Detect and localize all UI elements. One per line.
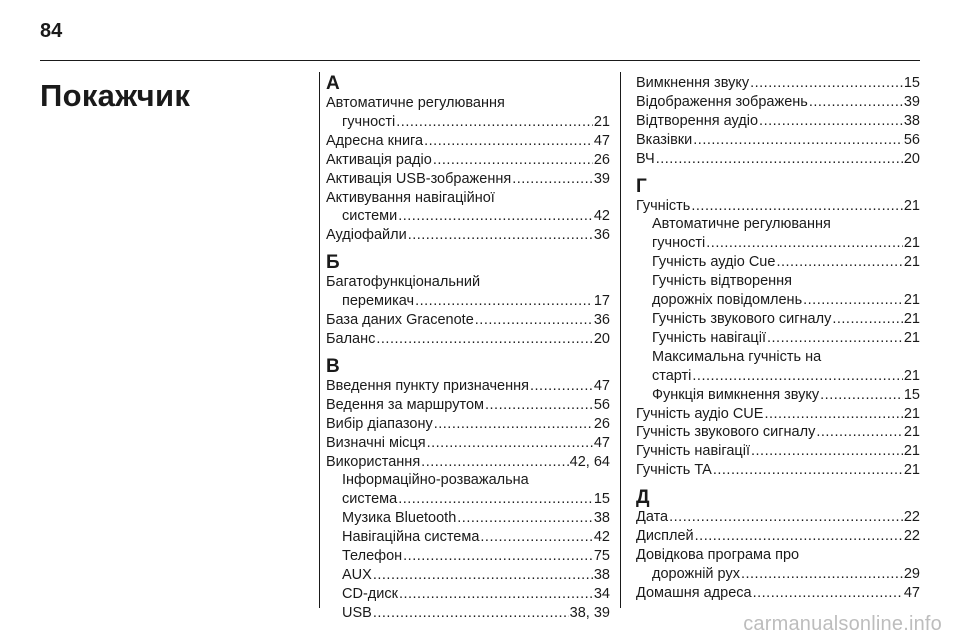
index-entry: [326, 453, 610, 472]
entry-term: AUX: [342, 566, 372, 583]
entry-page: 21: [903, 310, 920, 327]
entry-term: Телефон: [342, 548, 403, 565]
entry-page: 47: [593, 377, 610, 394]
dot-leader: [424, 132, 593, 151]
entry-term: Гучність аудіо CUE: [636, 405, 764, 422]
index-entry: [326, 311, 610, 330]
entry-page: 38, 39: [569, 604, 610, 621]
dot-leader: [750, 74, 903, 93]
entry-page: 75: [593, 548, 610, 565]
entry-page: 21: [903, 462, 920, 479]
entry-term: Активація радіо: [326, 151, 432, 168]
entry-page: 47: [593, 434, 610, 451]
entry-page: 17: [593, 293, 610, 310]
index-entry: [326, 113, 610, 132]
entry-term: Домашня адреса: [636, 584, 752, 601]
index-entry-text: Гучність відтворення: [652, 273, 793, 290]
dot-leader: [656, 150, 903, 169]
index-entry: [326, 585, 610, 604]
entry-term: дорожній рух: [652, 565, 740, 582]
index-entry: [636, 442, 920, 461]
index-letter-heading: Г: [636, 175, 647, 197]
entry-term: Визначні місця: [326, 434, 426, 451]
index-entry: [326, 415, 610, 434]
index-entry: [636, 93, 920, 112]
index-entry-text: Активування навігаційної: [326, 189, 495, 206]
index-entry: [636, 112, 920, 131]
dot-leader: [669, 508, 903, 527]
entry-term: Відображення зображень: [636, 93, 808, 110]
column-divider-right: [620, 72, 621, 608]
entry-term: гучності: [652, 235, 706, 252]
entry-page: 38: [903, 112, 920, 129]
index-entry: [636, 508, 920, 527]
entry-term: Аудіофайли: [326, 227, 407, 244]
entry-term: Вибір діапазону: [326, 415, 433, 432]
entry-page: 47: [903, 584, 920, 601]
index-entry: [326, 151, 610, 170]
dot-leader: [693, 131, 903, 150]
entry-page: 21: [903, 405, 920, 422]
dot-leader: [457, 509, 593, 528]
dot-leader: [803, 291, 903, 310]
index-entry: [636, 565, 920, 584]
index-entry: [326, 226, 610, 245]
index-entry: [326, 528, 610, 547]
dot-leader: [398, 490, 593, 509]
index-entry: [326, 566, 610, 585]
index-entry: [326, 509, 610, 528]
dot-leader: [373, 604, 569, 623]
entry-term: система: [342, 491, 398, 508]
dot-leader: [692, 367, 902, 386]
entry-page: 21: [593, 113, 610, 130]
entry-page: 36: [593, 312, 610, 329]
entry-term: ВЧ: [636, 150, 655, 167]
index-entry: [636, 367, 920, 386]
entry-page: 34: [593, 585, 610, 602]
index-letter-heading: Б: [326, 252, 340, 274]
index-entry: [326, 132, 610, 151]
entry-page: 47: [593, 132, 610, 149]
index-entry: [636, 405, 920, 424]
dot-leader: [741, 565, 903, 584]
index-letter-heading: А: [326, 73, 340, 94]
entry-term: дорожніх повідомлень: [652, 292, 803, 309]
index-entry: [636, 329, 920, 348]
entry-term: Баланс: [326, 330, 376, 347]
dot-leader: [403, 547, 593, 566]
entry-page: 21: [903, 424, 920, 441]
dot-leader: [530, 377, 593, 396]
index-entry: [636, 527, 920, 546]
entry-page: 29: [903, 565, 920, 582]
watermark: carmanualsonline.info: [743, 613, 942, 635]
entry-term: USB: [342, 604, 372, 621]
entry-term: Гучність звукового сигналу: [652, 310, 832, 327]
top-rule: [40, 60, 920, 61]
index-entry-text: Максимальна гучність на: [652, 348, 822, 365]
index-column-2: [636, 74, 920, 603]
dot-leader: [373, 566, 593, 585]
index-entry: [326, 396, 610, 415]
entry-term: Гучність навігації: [636, 443, 750, 460]
index-entry: [326, 604, 610, 623]
entry-term: Використання: [326, 453, 421, 470]
index-entry: [636, 291, 920, 310]
entry-page: 38: [593, 566, 610, 583]
section-title: Покажчик: [40, 78, 191, 113]
index-entry: [636, 234, 920, 253]
entry-page: 22: [903, 528, 920, 545]
dot-leader: [475, 311, 593, 330]
entry-term: Гучність: [636, 197, 691, 214]
entry-page: 15: [593, 491, 610, 508]
dot-leader: [433, 151, 593, 170]
entry-page: 21: [903, 329, 920, 346]
index-letter-heading: Д: [636, 487, 650, 509]
entry-page: 15: [903, 75, 920, 91]
dot-leader: [832, 310, 903, 329]
index-entry: [326, 330, 610, 349]
entry-term: системи: [342, 208, 398, 225]
index-entry-text: Автоматичне регулювання: [652, 216, 831, 233]
entry-term: Функція вимкнення звуку: [652, 386, 820, 403]
dot-leader: [706, 234, 903, 253]
entry-term: Відтворення аудіо: [636, 112, 759, 129]
entry-term: перемикач: [342, 293, 415, 310]
entry-page: 38: [593, 510, 610, 527]
dot-leader: [751, 442, 903, 461]
entry-term: Дисплей: [636, 528, 694, 545]
entry-page: 20: [593, 330, 610, 347]
entry-term: гучності: [342, 113, 396, 130]
entry-page: 42, 64: [569, 453, 610, 470]
dot-leader: [713, 461, 903, 480]
column-divider-left: [319, 72, 320, 608]
index-entry: [326, 490, 610, 509]
index-entry-text: Інформаційно-розважальна: [342, 472, 529, 489]
index-entry: [326, 207, 610, 226]
index-entry: [636, 253, 920, 272]
index-entry-text: Багатофункціональний: [326, 274, 481, 291]
entry-term: Музика Bluetooth: [342, 510, 457, 527]
dot-leader: [434, 415, 593, 434]
entry-page: 20: [903, 150, 920, 167]
index-entry: [636, 386, 920, 405]
dot-leader: [399, 585, 593, 604]
entry-page: 21: [903, 367, 920, 384]
entry-term: Гучність аудіо Cue: [652, 254, 776, 271]
entry-page: 22: [903, 509, 920, 526]
dot-leader: [759, 112, 903, 131]
index-entry: [636, 131, 920, 150]
entry-page: 21: [903, 443, 920, 460]
entry-page: 42: [593, 529, 610, 546]
dot-leader: [753, 584, 903, 603]
entry-term: Активація USB-зображення: [326, 170, 512, 187]
dot-leader: [820, 386, 903, 405]
index-entry-text: Автоматичне регулювання: [326, 95, 505, 111]
dot-leader: [691, 197, 902, 216]
index-entry: [636, 584, 920, 603]
index-entry: [326, 547, 610, 566]
dot-leader: [816, 423, 903, 442]
index-entry: [636, 74, 920, 93]
index-column-1: [326, 74, 610, 623]
index-entry: [636, 423, 920, 442]
entry-page: 39: [903, 93, 920, 110]
dot-leader: [376, 330, 592, 349]
entry-term: База даних Gracenote: [326, 312, 474, 329]
entry-page: 42: [593, 208, 610, 225]
entry-term: Вимкнення звуку: [636, 75, 750, 91]
index-letter-heading: В: [326, 355, 340, 377]
entry-term: Ведення за маршрутом: [326, 396, 484, 413]
entry-term: Гучність звукового сигналу: [636, 424, 816, 441]
index-entry: [326, 170, 610, 189]
dot-leader: [480, 528, 592, 547]
entry-page: 21: [903, 292, 920, 309]
index-entry: [326, 377, 610, 396]
entry-page: 39: [593, 170, 610, 187]
index-entry: [636, 150, 920, 169]
entry-term: CD-диск: [342, 585, 398, 602]
dot-leader: [415, 292, 593, 311]
entry-page: 21: [903, 197, 920, 214]
dot-leader: [398, 207, 593, 226]
index-entry-text: Довідкова програма про: [636, 546, 800, 563]
dot-leader: [396, 113, 593, 132]
entry-page: 15: [903, 386, 920, 403]
dot-leader: [421, 453, 569, 472]
entry-term: Вказівки: [636, 131, 693, 148]
page-number: 84: [40, 20, 63, 42]
dot-leader: [767, 329, 903, 348]
entry-term: Гучність TA: [636, 462, 712, 479]
entry-page: 26: [593, 151, 610, 168]
entry-page: 21: [903, 235, 920, 252]
dot-leader: [776, 253, 902, 272]
entry-term: Гучність навігації: [652, 329, 766, 346]
entry-term: Дата: [636, 509, 669, 526]
entry-term: Адресна книга: [326, 132, 424, 149]
entry-page: 56: [593, 396, 610, 413]
dot-leader: [427, 434, 593, 453]
entry-page: 36: [593, 227, 610, 244]
entry-page: 26: [593, 415, 610, 432]
entry-page: 56: [903, 131, 920, 148]
entry-term: старті: [652, 367, 692, 384]
dot-leader: [764, 405, 902, 424]
index-entry: [326, 434, 610, 453]
index-entry: [636, 461, 920, 480]
entry-page: 21: [903, 254, 920, 271]
dot-leader: [512, 170, 593, 189]
index-entry: [636, 197, 920, 216]
index-entry: [326, 292, 610, 311]
index-entry: [636, 310, 920, 329]
dot-leader: [809, 93, 903, 112]
dot-leader: [408, 226, 593, 245]
dot-leader: [485, 396, 593, 415]
entry-term: Навігаційна система: [342, 529, 480, 546]
dot-leader: [695, 527, 903, 546]
entry-term: Введення пункту призначення: [326, 377, 529, 394]
